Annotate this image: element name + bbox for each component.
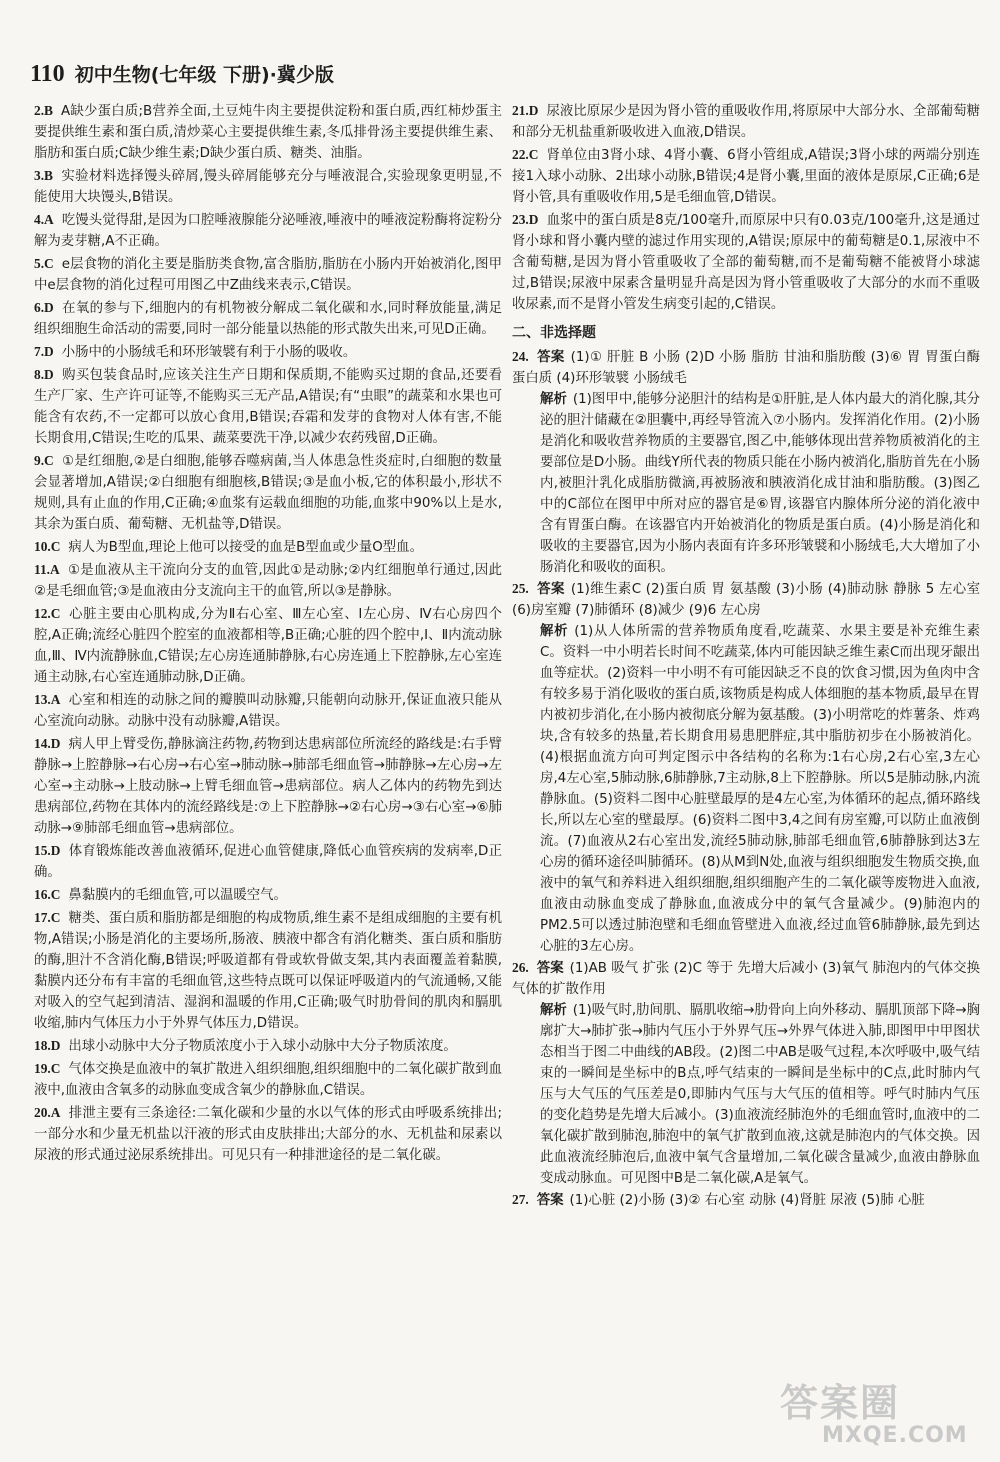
question-25-analysis: 解析 (1)从人体所需的营养物质角度看,吃蔬菜、水果主要是补充维生素C。资料一中小明若长时间不吃蔬菜,体内可能因缺乏维生素C而出现牙龈出血等症状。(2)资料一中小明不有可能因缺乏不良的饮食习惯,因为鱼肉中含有较多易于消化吸收的蛋白质,该物质是构成人体细胞的基本物质,最早在胃内被初步消化,在小肠内被彻底分解为氨基酸。(3)小明常吃的炸薯条、炸鸡块,含有较多的热量,若长期食用易患肥胖症,其中脂肪初步在小肠被消化。(4)根据血流方向可判定图示中各结构的名称为:1右心房,2右心室,3左心房,4左心室,5肺动脉,6肺静脉,7主动脉,8上下腔静脉。所以5是肺动脉,内流静脉血。(5)资料二图中心脏壁最厚的是4左心室,为体循环的起点,循环路线长,所以左心室的壁最厚。(6)资料二图中3,4之间有房室瓣,可以防止血液倒流。(7)血液从2右心室出发,流经5肺动脉,肺部毛细血管,6肺静脉到达3左心房的循环途径叫肺循环。(8)从M到N处,血液与组织细胞发生物质交换,血液中的氧气和养料进入组织细胞,组织细胞产生的二氧化碳等废物进入血液,血液由动脉血变成了静脉血,血液成分中的氧气含量减少。(9)肺泡内的PM2.5可以透过肺泡壁和毛细血管壁进入血液,经过血管6肺静脉,最先到达心脏的3左心房。 bbox=[540, 624, 980, 954]
answer-item: 7.D 小肠中的小肠绒毛和环形皱襞有利于小肠的吸收。 bbox=[34, 344, 357, 360]
answer-item: 13.A 心室和相连的动脉之间的瓣膜叫动脉瓣,只能朝向动脉开,保证血液只能从心室流向动脉。动脉中没有动脉瓣,A错误。 bbox=[34, 692, 502, 729]
answer-item: 14.D 病人甲上臂受伤,静脉滴注药物,药物到达患病部位所流经的路线是:右手臂静脉→上腔静脉→右心房→右心室→肺动脉→肺部毛细血管→肺静脉→左心房→左心室→主动脉→上肢动脉→上臂毛细血管→患病部位。病人乙体内的药物先到达患病部位,药物在其体内的流经路线是:⑦上下腔静脉→②右心房→③右心室→⑥肺动脉→⑨肺部毛细血管→患病部位。 bbox=[34, 736, 502, 836]
answer-item: 4.A 吃馒头觉得甜,是因为口腔唾液腺能分泌唾液,唾液中的唾液淀粉酶将淀粉分解为麦芽糖,A不正确。 bbox=[34, 212, 502, 249]
page-header bbox=[30, 60, 334, 92]
answer-item: 6.D 在氧的参与下,细胞内的有机物被分解成二氧化碳和水,同时释放能量,满足组织细胞生命活动的需要,同时一部分能量以热能的形式散失出来,可见D正确。 bbox=[34, 300, 502, 337]
answer-item: 11.A ①是血液从主干流向分支的血管,因此①是动脉;②内红细胞单行通过,因此②是毛细血管;③是血液由分支流向主干的血管,所以③是静脉。 bbox=[34, 562, 502, 599]
question-26-analysis: 解析 (1)吸气时,肋间肌、膈肌收缩→肋骨向上向外移动、膈肌顶部下降→胸廓扩大→肺扩张→肺内气压小于外界气压→外界气体进入肺,即图甲中甲图状态相当于图二中曲线的AB段。(2)图二中AB是吸气过程,本次呼吸中,吸气结束的一瞬间是坐标中的B点,呼气结束的一瞬间是坐标中的C点,此时肺内气压与大气压的气压差是0,即肺内气压与大气压的值相等。呼气时肺内气压的变化趋势是先增大后减小。(3)血液流经肺泡外的毛细血管时,血液中的二氧化碳扩散到肺泡,肺泡中的氧气扩散到血液,这就是肺泡内的气体交换。因此血液流经肺泡后,血液中氧气含量增加,二氧化碳含量减少,血液由静脉血变成动脉血。可见图中B是二氧化碳,A是氧气。 bbox=[540, 1003, 980, 1186]
answer-item: 16.C 鼻黏膜内的毛细血管,可以温暖空气。 bbox=[34, 887, 287, 903]
answer-item: 22.C 肾单位由3肾小球、4肾小囊、6肾小管组成,A错误;3肾小球的两端分别连接1入球小动脉、2出球小动脉,B错误;4是肾小囊,里面的液体是原尿,C正确;6是肾小管,具有重吸收作用,5是毛细血管,D错误。 bbox=[512, 147, 980, 205]
answer-item: 17.C 糖类、蛋白质和脂肪都是细胞的构成物质,维生素不是组成细胞的主要有机物,A错误;小肠是消化的主要场所,肠液、胰液中都含有消化糖类、蛋白质和脂肪的酶,胆汁不含消化酶,B错误;呼吸道都有骨或软骨做支架,其内表面覆盖着黏膜,黏膜内还分布有丰富的毛细血管,这些特点既可以保证呼吸道内的气流通畅,又能对吸入的空气起到清洁、湿润和温暖的作用,C正确;吸气时肋骨间的肌肉和膈肌收缩,肺内气体压力小于外界气体压力,D错误。 bbox=[34, 910, 502, 1031]
answer-item: 12.C 心脏主要由心肌构成,分为Ⅱ右心室、Ⅲ左心室、Ⅰ左心房、Ⅳ右心房四个腔,A正确;流经心脏四个腔室的血液都相等,B正确;心脏的四个腔中,Ⅰ、Ⅱ内流动脉血,Ⅲ、Ⅳ内流静脉血,C错误;左心房连通肺静脉,右心房连通上下腔静脉,左心室连通主动脉,右心室连通肺动脉,D正确。 bbox=[34, 606, 502, 685]
answer-item: 2.B A缺少蛋白质;B营养全面,土豆炖牛肉主要提供淀粉和蛋白质,西红柿炒蛋主要提供维生素和蛋白质,清炒菜心主要提供维生素,冬瓜排骨汤主要提供维生素、脂肪和蛋白质;C缺少维生素;D缺少蛋白质、糖类、油脂。 bbox=[34, 103, 502, 161]
answer-item: 10.C 病人为B型血,理论上他可以接受的血是B型血或少量O型血。 bbox=[34, 539, 423, 555]
answer-item: 15.D 体育锻炼能改善血液循环,促进心血管健康,降低心血管疾病的发病率,D正确。 bbox=[34, 843, 502, 880]
answer-item: 3.B 实验材料选择馒头碎屑,馒头碎屑能够充分与唾液混合,实验现象更明显,不能使用大块馒头,B错误。 bbox=[34, 168, 502, 205]
question-26-answer: 26. 答案 (1)AB 吸气 扩张 (2)C 等于 先增大后减小 (3)氧气 肺泡内的气体交换 气体的扩散作用 bbox=[512, 960, 980, 997]
book-title: 初中生物(七年级 下册)·冀少版 bbox=[74, 64, 334, 86]
section-title: 二、非选择题 bbox=[512, 325, 596, 341]
question-25-answer: 25. 答案 (1)维生素C (2)蛋白质 胃 氨基酸 (3)小肠 (4)肺动脉 静脉 5 左心室 (6)房室瓣 (7)肺循环 (8)减少 (9)6 左心房 bbox=[512, 581, 980, 618]
answer-item: 8.D 购买包装食品时,应该关注生产日期和保质期,不能购买过期的食品,还要看生产厂家、生产许可证等,不能购买三无产品,A错误;有“虫眼”的蔬菜和水果也可能含有农药,不一定都可以放心食用,B错误;吞霜和发芽的食物对人体有害,不能长期食用,C错误;生吃的瓜果、蔬菜要洗干净,以减少农药残留,D正确。 bbox=[34, 367, 502, 446]
right-column bbox=[512, 100, 980, 1211]
left-column bbox=[34, 100, 502, 1190]
question-27-answer: 27. 答案 (1)心脏 (2)小肠 (3)② 右心室 动脉 (4)肾脏 尿液 (5)肺 心脏 bbox=[512, 1192, 925, 1208]
answer-item: 18.D 出球小动脉中大分子物质浓度小于入球小动脉中大分子物质浓度。 bbox=[34, 1038, 457, 1054]
page-number: 110 bbox=[30, 61, 65, 87]
answer-item: 9.C ①是红细胞,②是白细胞,能够吞噬病菌,当人体患急性炎症时,白细胞的数量会显著增加,A错误;②白细胞有细胞核,B错误;③是血小板,它的体积最小,形状不规则,具有止血的作用,C正确;④血浆有运载血细胞的功能,血浆中90%以上是水,其余为蛋白质、葡萄糖、无机盐等,D错误。 bbox=[34, 453, 502, 532]
watermark-logo: 答案圈 MXQE.COM bbox=[780, 1381, 968, 1448]
question-24-answer: 24. 答案 (1)① 肝脏 B 小肠 (2)D 小肠 脂肪 甘油和脂肪酸 (3)⑥ 胃 胃蛋白酶 蛋白质 (4)环形皱襞 小肠绒毛 bbox=[512, 349, 980, 386]
answer-item: 21.D 尿液比原尿少是因为肾小管的重吸收作用,将原尿中大部分水、全部葡萄糖和部分无机盐重新吸收进入血液,D错误。 bbox=[512, 103, 980, 140]
answer-item: 5.C e层食物的消化主要是脂肪类食物,富含脂肪,脂肪在小肠内开始被消化,图甲中e层食物的消化过程可用图乙中Z曲线来表示,C错误。 bbox=[34, 256, 502, 293]
question-24-analysis: 解析 (1)图甲中,能够分泌胆汁的结构是①肝脏,是人体内最大的消化腺,其分泌的胆汁储藏在②胆囊中,再经导管流入⑦小肠内。发挥消化作用。(2)小肠是消化和吸收营养物质的主要器官,图乙中,能够体现出营养物质被消化的主要部位是D小肠。曲线Y所代表的物质只能在小肠内被消化,脂肪首先在小肠内,被胆汁乳化成脂肪微滴,再被肠液和胰液消化成甘油和脂肪酸。(3)图乙中的C部位在图甲中所对应的器官是⑥胃,该器官内腺体所分泌的消化液中含有胃蛋白酶。在该器官内开始被消化的物质是蛋白质。(4)小肠是消化和吸收的主要器官,因为小肠内表面有许多环形皱襞和小肠绒毛,大大增加了小肠消化和吸收的面积。 bbox=[540, 392, 980, 575]
answer-item bbox=[34, 1167, 502, 1189]
answer-item: 20.A 排泄主要有三条途径:二氧化碳和少量的水以气体的形式由呼吸系统排出;一部分水和少量无机盐以汗液的形式由皮肤排出;大部分的水、无机盐和尿素以尿液的形式通过泌尿系统排出。可见只有一种排泄途径的是二氧化碳。 bbox=[34, 1105, 502, 1163]
answer-item: 19.C 气体交换是血液中的氧扩散进入组织细胞,组织细胞中的二氧化碳扩散到血液中,血液由含氧多的动脉血变成含氧少的静脉血,C错误。 bbox=[34, 1061, 502, 1098]
answer-item: 23.D 血浆中的蛋白质是8克/100毫升,而原尿中只有0.03克/100毫升,这是通过肾小球和肾小囊内壁的滤过作用实现的,A错误;原尿中的葡萄糖是0.1,尿液中不含葡萄糖,是因为肾小管重吸收了全部的葡萄糖,而不是葡萄糖不能被肾小球滤过,B错误;尿液中尿素含量明显升高是因为肾小管重吸收了大部分的水而不重吸收尿素,而不是肾小管发生病变引起的,C错误。 bbox=[512, 212, 980, 312]
